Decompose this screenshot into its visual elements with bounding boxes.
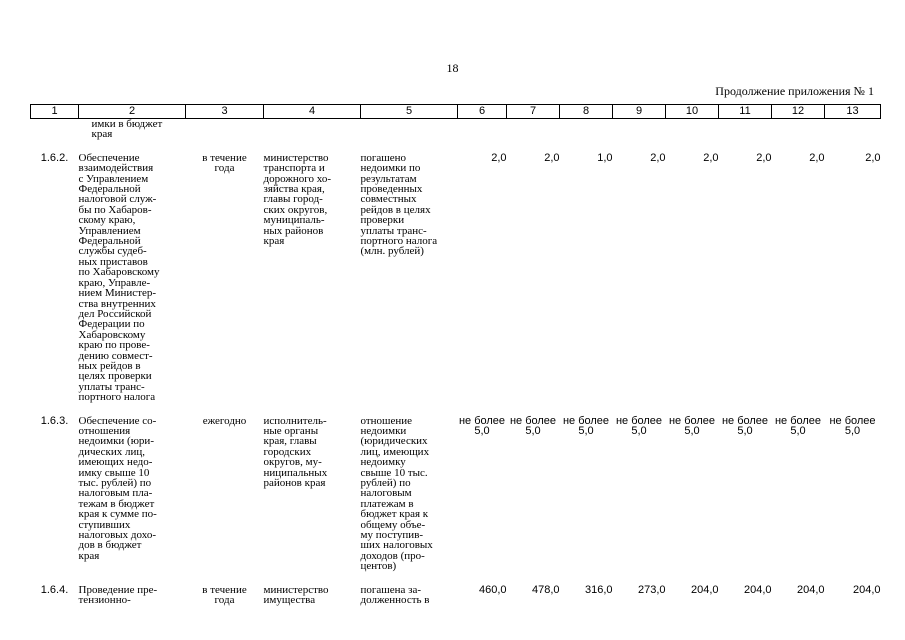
text-line: главы город- xyxy=(263,193,323,206)
text-line: ных районов xyxy=(263,224,324,237)
deadline-cell xyxy=(186,416,264,572)
empty-cell xyxy=(825,572,881,585)
text-line: краю по прове- xyxy=(78,339,150,352)
empty-cell xyxy=(613,572,666,585)
target-value-cell: 2,0 xyxy=(650,151,666,164)
empty-cell xyxy=(560,140,613,153)
text-line: 5,0 xyxy=(790,424,806,437)
text-line: налоговым пла- xyxy=(78,487,153,500)
target-value-cell: 478,0 xyxy=(531,583,560,596)
text-line: 5,0 xyxy=(737,424,753,437)
column-header: 2 xyxy=(79,105,186,119)
text-line: уплаты транс- xyxy=(78,380,145,393)
empty-cell xyxy=(79,403,186,416)
text-line: лиц, имеющих xyxy=(360,445,430,458)
text-line: рейдов в целях xyxy=(360,203,431,216)
row-number-cell: 1.6.3. xyxy=(40,414,69,427)
row-number-cell: 1.6.4. xyxy=(40,583,69,596)
text-line: Федеральной xyxy=(78,235,141,248)
text-line: тежам в бюджет xyxy=(78,497,155,510)
text-line: в течение xyxy=(202,151,247,164)
text-line: 5,0 xyxy=(578,424,594,437)
empty-cell xyxy=(361,572,458,585)
text-line: края, главы xyxy=(263,435,317,448)
text-line: не более xyxy=(774,414,822,427)
measure-name-cell xyxy=(79,119,186,140)
text-line: зяйства края, xyxy=(263,183,325,196)
target-value-cell: 2,0 xyxy=(865,151,881,164)
empty-cell xyxy=(825,403,881,416)
empty-cell xyxy=(361,140,458,153)
text-line: недоимки xyxy=(360,424,407,437)
text-line: ных рейдов в xyxy=(78,359,141,372)
target-value-cell xyxy=(507,416,560,572)
text-line: (млн. рублей) xyxy=(360,245,424,258)
text-line: Федерации по xyxy=(78,318,145,331)
text-line: ства внутренних xyxy=(78,297,156,310)
deadline-cell xyxy=(186,585,264,606)
text-line: ные органы xyxy=(263,424,319,437)
text-line: проверки xyxy=(360,214,405,227)
responsible-executor-cell xyxy=(264,153,361,403)
empty-cell xyxy=(560,572,613,585)
text-line: ских округов, xyxy=(263,203,328,216)
table-row xyxy=(31,585,881,606)
appendix-continuation-note: Продолжение приложения № 1 xyxy=(715,84,874,98)
text-line: края xyxy=(91,128,113,141)
text-line: (юридических xyxy=(360,435,428,448)
target-value-cell: 2,0 xyxy=(544,151,560,164)
text-line: скому краю, xyxy=(78,214,136,227)
row-spacer xyxy=(31,403,881,416)
empty-cell xyxy=(264,403,361,416)
text-line: ежегодно xyxy=(202,414,247,427)
text-line: налоговых дохо- xyxy=(78,529,156,542)
empty-cell xyxy=(719,572,772,585)
text-line: не более xyxy=(615,414,663,427)
target-value-cell: 204,0 xyxy=(743,583,772,596)
text-line: дических лиц, xyxy=(78,445,146,458)
empty-cell xyxy=(613,140,666,153)
empty-cell xyxy=(264,140,361,153)
empty-cell xyxy=(31,403,79,416)
text-line: края xyxy=(78,549,100,562)
text-line: тыс. рублей) по xyxy=(78,477,152,489)
text-line: ступивших xyxy=(78,518,131,531)
empty-cell xyxy=(772,119,825,140)
table-header-row xyxy=(31,105,881,119)
empty-cell xyxy=(361,119,458,140)
empty-cell xyxy=(666,572,719,585)
row-number-cell: 1.6.2. xyxy=(40,151,69,164)
text-line: с Управлением xyxy=(78,172,149,185)
text-line: края xyxy=(263,235,285,248)
target-value-cell xyxy=(560,416,613,572)
target-value-cell: 204,0 xyxy=(690,583,719,596)
text-line: взаимодействия xyxy=(78,162,154,175)
carryover-row xyxy=(31,119,881,140)
text-line: края к сумме по- xyxy=(78,508,157,521)
text-line: проведенных xyxy=(360,183,423,196)
text-line: Проведение пре- xyxy=(78,583,158,596)
text-line: Управлением xyxy=(78,224,141,237)
measure-name-cell xyxy=(79,416,186,572)
empty-cell xyxy=(264,119,361,140)
empty-cell xyxy=(507,403,560,416)
text-line: 5,0 xyxy=(474,424,490,437)
empty-cell xyxy=(666,119,719,140)
text-line: портного налога xyxy=(360,235,438,248)
text-line: целях проверки xyxy=(78,370,152,383)
table-row xyxy=(31,153,881,403)
row-spacer xyxy=(31,140,881,153)
text-line: Обеспечение со- xyxy=(78,414,157,427)
target-value-cell: 316,0 xyxy=(584,583,613,596)
empty-cell xyxy=(186,140,264,153)
empty-cell xyxy=(458,140,507,153)
empty-cell xyxy=(825,119,881,140)
target-value-cell: 1,0 xyxy=(597,151,613,164)
column-header: 3 xyxy=(186,105,264,119)
target-value-cell: 2,0 xyxy=(756,151,772,164)
text-line: недоимки (юри- xyxy=(78,435,154,448)
column-header: 7 xyxy=(507,105,560,119)
measure-name-cell xyxy=(79,585,186,606)
empty-cell xyxy=(560,119,613,140)
empty-cell xyxy=(507,119,560,140)
text-line: районов края xyxy=(263,477,326,489)
deadline-cell xyxy=(186,153,264,403)
text-line: имку свыше 10 xyxy=(78,466,150,479)
text-line: краю, Управле- xyxy=(78,276,151,289)
target-value-cell: 2,0 xyxy=(491,151,507,164)
empty-cell xyxy=(507,140,560,153)
text-line: уплаты транс- xyxy=(360,224,427,237)
text-line: совместных xyxy=(360,193,417,206)
text-line: долженность в xyxy=(360,594,430,607)
target-value-cell xyxy=(825,416,881,572)
empty-cell xyxy=(186,572,264,585)
text-line: недоимку xyxy=(360,456,406,469)
column-header: 9 xyxy=(613,105,666,119)
text-line: министерство xyxy=(263,583,329,596)
empty-cell xyxy=(458,572,507,585)
column-header: 6 xyxy=(458,105,507,119)
indicator-cell xyxy=(361,416,458,572)
text-line: дел Российской xyxy=(78,307,152,320)
text-line: рублей) по xyxy=(360,477,411,489)
empty-cell xyxy=(613,403,666,416)
empty-cell xyxy=(458,403,507,416)
text-line: 5,0 xyxy=(684,424,700,437)
text-line: транспорта и xyxy=(263,162,325,175)
text-line: не более xyxy=(562,414,610,427)
empty-cell xyxy=(361,403,458,416)
indicator-cell xyxy=(361,585,458,606)
text-line: имки в бюджет xyxy=(91,118,163,130)
empty-cell xyxy=(825,140,881,153)
text-line: результатам xyxy=(360,172,417,185)
measure-name-cell xyxy=(79,153,186,403)
table-row xyxy=(31,416,881,572)
text-line: службы судеб- xyxy=(78,245,147,258)
empty-cell xyxy=(666,140,719,153)
target-value-cell: 204,0 xyxy=(852,583,881,596)
text-line: не более xyxy=(721,414,769,427)
empty-cell xyxy=(719,403,772,416)
empty-cell xyxy=(458,119,507,140)
text-line: не более xyxy=(458,414,506,427)
empty-cell xyxy=(719,140,772,153)
column-header: 10 xyxy=(666,105,719,119)
text-line: не более xyxy=(509,414,557,427)
text-line: налоговой служ- xyxy=(78,193,157,206)
text-line: в течение xyxy=(202,583,247,596)
row-spacer xyxy=(31,572,881,585)
target-value-cell xyxy=(613,416,666,572)
empty-cell xyxy=(79,140,186,153)
text-line: округов, му- xyxy=(263,456,322,469)
empty-cell xyxy=(507,572,560,585)
text-line: погашено xyxy=(360,151,407,164)
text-line: 5,0 xyxy=(631,424,647,437)
text-line: 5,0 xyxy=(844,424,861,437)
text-line: не более xyxy=(668,414,716,427)
target-value-cell: 460,0 xyxy=(478,583,507,596)
text-line: дов в бюджет xyxy=(78,539,142,552)
target-value-cell xyxy=(458,416,507,572)
text-line: отношение xyxy=(360,414,413,427)
text-line: центов) xyxy=(360,560,397,573)
empty-cell xyxy=(264,572,361,585)
column-header: 12 xyxy=(772,105,825,119)
empty-cell xyxy=(186,403,264,416)
empty-cell xyxy=(560,403,613,416)
text-line: дению совмест- xyxy=(78,349,153,362)
column-header: 1 xyxy=(31,105,79,119)
column-header: 8 xyxy=(560,105,613,119)
column-header: 11 xyxy=(719,105,772,119)
empty-cell xyxy=(613,119,666,140)
text-line: по Хабаровскому xyxy=(78,266,160,279)
text-line: бюджет края к xyxy=(360,508,429,521)
text-line: недоимки по xyxy=(360,162,421,175)
target-value-cell xyxy=(772,416,825,572)
target-value-cell: 204,0 xyxy=(796,583,825,596)
page-number: 18 xyxy=(446,61,459,75)
target-value-cell: 2,0 xyxy=(703,151,719,164)
text-line: свыше 10 тыс. xyxy=(360,466,428,479)
text-line: года xyxy=(214,162,235,175)
column-header: 5 xyxy=(361,105,458,119)
text-line: года xyxy=(214,594,235,607)
text-line: не более xyxy=(829,414,876,427)
row-number-cell xyxy=(31,119,79,140)
text-line: платежам в xyxy=(360,497,414,510)
text-line: Хабаровскому xyxy=(78,328,146,341)
empty-cell xyxy=(186,119,264,140)
text-line: му поступив- xyxy=(360,529,424,542)
text-line: ниципальных xyxy=(263,466,328,479)
target-value-cell xyxy=(719,416,772,572)
text-line: бы по Хабаров- xyxy=(78,203,152,216)
text-line: 5,0 xyxy=(525,424,541,437)
empty-cell xyxy=(31,572,79,585)
target-value-cell: 273,0 xyxy=(637,583,666,596)
indicator-cell xyxy=(361,153,458,403)
text-line: городских xyxy=(263,445,312,458)
text-line: нием Министер- xyxy=(78,287,157,300)
text-line: муниципаль- xyxy=(263,214,325,227)
text-line: имеющих недо- xyxy=(78,456,153,469)
text-line: Федеральной xyxy=(78,183,141,196)
text-line: исполнитель- xyxy=(263,414,327,427)
text-line: отношения xyxy=(78,424,131,437)
text-line: дорожного хо- xyxy=(263,172,332,185)
target-value-cell xyxy=(666,416,719,572)
program-measures-table xyxy=(30,104,881,605)
empty-cell xyxy=(772,403,825,416)
text-line: портного налога xyxy=(78,391,156,404)
column-header: 13 xyxy=(825,105,881,119)
text-line: ных приставов xyxy=(78,255,148,268)
text-line: налоговым xyxy=(360,487,412,500)
text-line: доходов (про- xyxy=(360,549,425,562)
empty-cell xyxy=(666,403,719,416)
empty-cell xyxy=(772,572,825,585)
text-line: министерство xyxy=(263,151,329,164)
responsible-executor-cell xyxy=(264,585,361,606)
text-line: общему объе- xyxy=(360,518,426,531)
responsible-executor-cell xyxy=(264,416,361,572)
empty-cell xyxy=(719,119,772,140)
empty-cell xyxy=(772,140,825,153)
empty-cell xyxy=(31,140,79,153)
text-line: тензионно- xyxy=(78,594,131,607)
column-header: 4 xyxy=(264,105,361,119)
text-line: имущества xyxy=(263,594,316,607)
text-line: погашена за- xyxy=(360,583,422,596)
text-line: ших налоговых xyxy=(360,539,433,552)
target-value-cell: 2,0 xyxy=(809,151,825,164)
text-line: Обеспечение xyxy=(78,151,140,164)
empty-cell xyxy=(79,572,186,585)
